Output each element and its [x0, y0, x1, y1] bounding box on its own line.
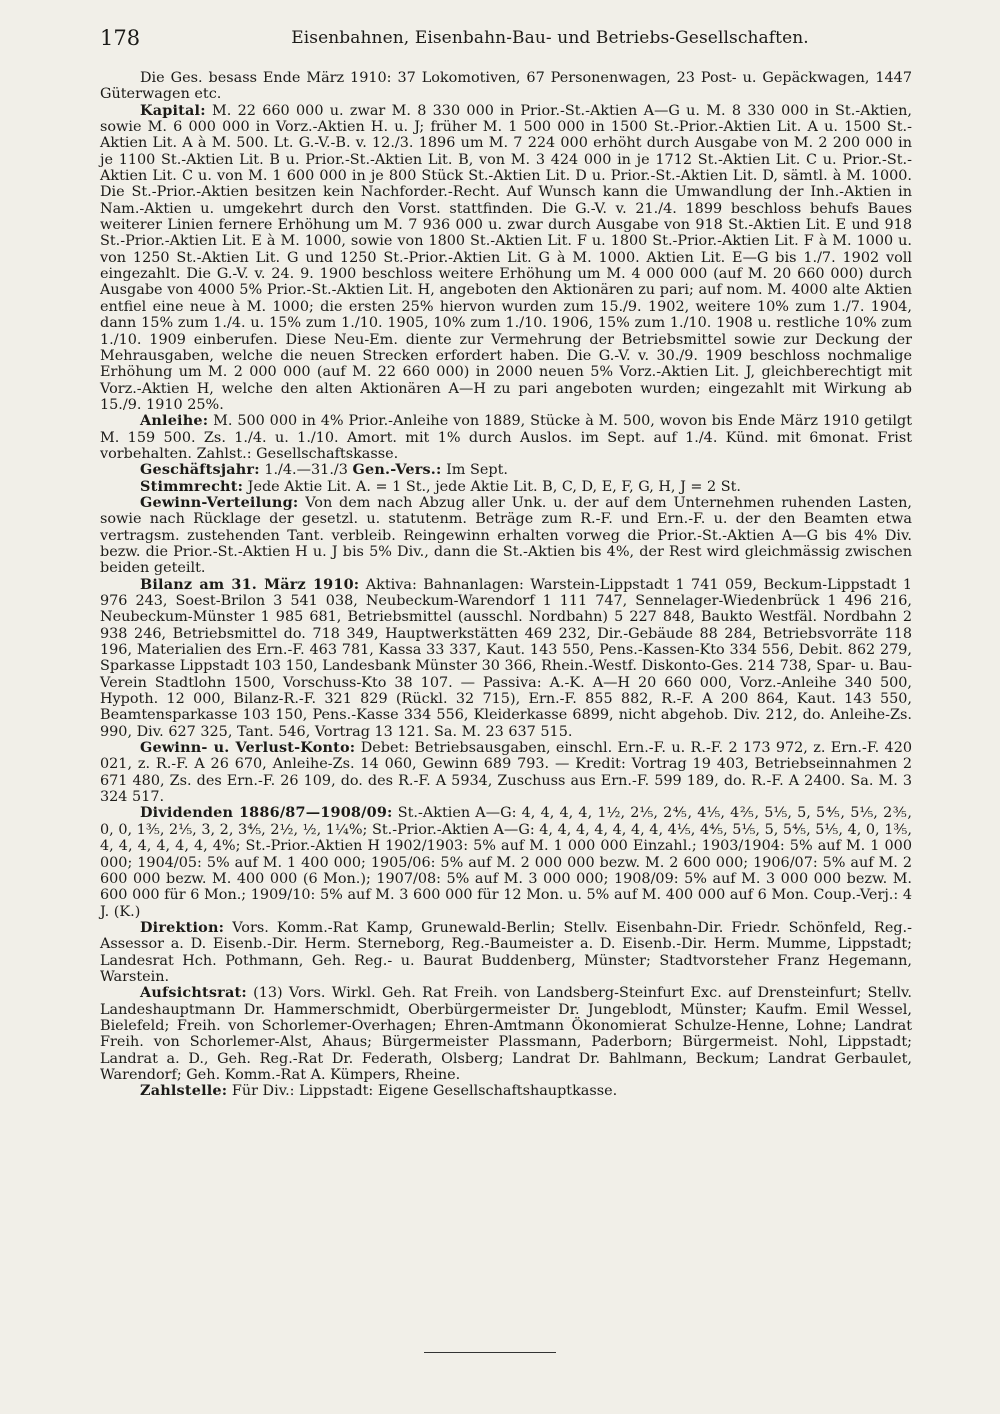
section-kapital	[100, 103, 912, 414]
section-text: St.-Aktien A—G: 4, 4, 4, 4, 1½, 2⅕, 2⅘, 4⅕, 4⅖, 5⅕, 5, 5⅘, 5⅕, 2⅗, 0, 0, 1⅗, 2⅕, 3, 2, 3⅘, 2½, ½, 1¼%; St.-Prior.-Aktien A—G: 4, 4, 4, 4, 4, 4, 4, 4⅕, 4⅘, 5⅕, 5, 5⅘, 5⅕, 4, 0, 1⅗, 4, 4, 4, 4, 4, 4, 4%; St.-Prior.-Aktien H 1902/1903: 5% auf M. 1 000 000 Einzahl.; 1903/1904: 5% auf M. 1 000 000; 1904/05: 5% auf M. 1 400 000; 1905/06: 5% auf M. 2 000 000 bezw. M. 2 600 000; 1906/07: 5% auf M. 2 600 000 bezw. M. 400 000 (6 Mon.); 1907/08: 5% auf M. 3 000 000; 1908/09: 5% auf M. 3 000 000 bezw. M. 600 000 für 6 Mon.; 1909/10: 5% auf M. 3 600 000 für 12 Mon. u. 5% auf M. 400 000 auf 6 Mon. Coup.-Verj.: 4 J. (K.)	[100, 805, 912, 920]
section-gewinn-verteilung	[100, 495, 912, 577]
section-text: M. 22 660 000 u. zwar M. 8 330 000 in Prior.-St.-Aktien A—G u. M. 8 330 000 in St.-Aktien, sowie M. 6 000 000 in Vorz.-Aktien H. u. J; früher M. 1 500 000 in 1500 St.-Prior.-Aktien Lit. A u. 1500 St.-Aktien Lit. A à M. 500. Lt. G.-V.-B. v. 12./3. 1896 um M. 7 224 000 erhöht durch Ausgabe von M. 2 200 000 in je 1100 St.-Aktien Lit. B u. Prior.-St.-Aktien Lit. B, von M. 3 424 000 in je 1712 St.-Aktien Lit. C u. Prior.-St.-Aktien Lit. C u. von M. 1 600 000 in je 800 Stück St.-Aktien Lit. D u. Prior.-St.-Aktien Lit. D, sämtl. à M. 1000. Die St.-Prior.-Aktien besitzen kein Nachforder.-Recht. Auf Wunsch kann die Umwandlung der Inh.-Aktien in Nam.-Aktien u. umgekehrt durch den Vorst. stattfinden. Die G.-V. v. 21./4. 1899 beschloss behufs Baues weiterer Linien fernere Erhöhung um M. 7 936 000 u. zwar durch Ausgabe von 918 St.-Aktien Lit. E und 918 St.-Prior.-Aktien Lit. E à M. 1000, sowie von 1800 St.-Aktien Lit. F u. 1800 St.-Prior.-Aktien Lit. F à M. 1000 u. von 1250 St.-Aktien Lit. G und 1250 St.-Prior.-Aktien Lit. G à M. 1000. Aktien Lit. E—G bis 1./7. 1902 voll eingezahlt. Die G.-V. v. 24. 9. 1900 beschloss weitere Erhöhung um M. 4 000 000 (auf M. 20 660 000) durch Ausgabe von 4000 5% Prior.-St.-Aktien Lit. H, angeboten den Aktionären zu pari; auf nom. M. 4000 alte Aktien entfiel eine neue à M. 1000; die ersten 25% hiervon wurden zum 15./9. 1902, weitere 10% zum 1./7. 1904, dann 15% zum 1./4. u. 15% zum 1./10. 1905, 10% zum 1./10. 1906, 15% zum 1./10. 1908 u. restliche 10% zum 1./10. 1909 einberufen. Diese Neu-Em. diente zur Vermehrung der Betriebsmittel sowie zur Deckung der Mehrausgaben, welche die neuen Strecken erfordert haben. Die G.-V. v. 30./9. 1909 beschloss nochmalige Erhöhung um M. 2 000 000 (auf M. 22 660 000) in 2000 neuen 5% Vorz.-Aktien Lit. J, gleichberechtigt mit Vorz.-Aktien H, welche den alten Aktionären A—H zu pari angeboten wurden; eingezahlt mit Wirkung ab 15./9. 1910 25%.	[100, 102, 912, 413]
section-text: Aktiva: Bahnanlagen: Warstein-Lippstadt 1 741 059, Beckum-Lippstadt 1 976 243, Soest-Brilon 3 541 038, Neubeckum-Warendorf 1 111 747, Sennelager-Wiedenbrück 1 496 216, Neubeckum-Münster 1 985 681, Betriebsmittel (ausschl. Nordbahn) 5 227 848, Baukto Westfäl. Nordbahn 2 938 246, Betriebsmittel do. 718 349, Hauptwerkstätten 469 232, Dir.-Gebäude 88 284, Betriebsvorräte 118 196, Materialien des Ern.-F. 463 781, Kassa 33 337, Kaut. 143 550, Pens.-Kassen-Kto 334 556, Debit. 862 279, Sparkasse Lippstadt 103 150, Landesbank Münster 30 366, Rhein.-Westf. Diskonto-Ges. 214 738, Spar- u. Bau-Verein Stadtlohn 1500, Vorschuss-Kto 38 107. — Passiva: A.-K. A—H 20 660 000, Vorz.-Anleihe 340 500, Hypoth. 12 000, Bilanz-R.-F. 321 829 (Rückl. 32 715), Ern.-F. 855 882, R.-F. A 200 864, Kaut. 143 550, Beamtensparkasse 103 150, Pens.-Kasse 334 556, Kleiderkasse 6899, nicht abgehob. Div. 212, do. Anleihe-Zs. 990, Div. 627 325, Tant. 546, Vortrag 13 121. Sa. M. 23 637 515.	[100, 576, 913, 740]
section-text-gen-vers: Im Sept.	[446, 462, 508, 479]
section-text: (13) Vors. Wirkl. Geh. Rat Freih. von Landsberg-Steinfurt Exc. auf Drensteinfurt; Stellv. Landeshauptmann Dr. Hammerschmidt, Oberbürgermeister Dr. Jungeblodt, Münster; Kaufm. Emil Wessel, Bielefeld; Freih. von Schorlemer-Overhagen; Ehren-Amtmann Ökonomierat Schulze-Henne, Lohne; Landrat Freih. von Schorlemer-Alst, Ahaus; Bürgermeister Plassmann, Paderborn; Bürgermeist. Nohl, Lippstadt; Landrat a. D., Geh. Reg.-Rat Dr. Federath, Olsberg; Landrat Dr. Bahlmann, Beckum; Landrat Gerbaulet, Warendorf; Geh. Komm.-Rat A. Kümpers, Rheine.	[100, 985, 913, 1083]
section-label: Aufsichtsrat:	[140, 984, 247, 1002]
intro-paragraph: Die Ges. besass Ende März 1910: 37 Lokomotiven, 67 Personenwagen, 23 Post- u. Gepäckwagen, 1447 Güterwagen etc.	[100, 70, 912, 103]
section-direktion	[100, 920, 912, 985]
section-text: 1./4.—31./3	[264, 462, 348, 479]
section-text: Für Div.: Lippstadt: Eigene Gesellschaftshauptkasse.	[231, 1083, 618, 1100]
section-label: Anleihe:	[140, 412, 209, 430]
section-dividenden	[100, 805, 912, 919]
section-text: Debet: Betriebsausgaben, einschl. Ern.-F. u. R.-F. 2 173 972, z. Ern.-F. 420 021, z. R.-F. A 26 670, Anleihe-Zs. 14 060, Gewinn 689 793. — Kredit: Vortrag 19 403, Betriebseinnahmen 2 671 480, Zs. des Ern.-F. 26 109, do. des R.-F. A 5934, Zuschuss aus Ern.-F. 599 189, do. R.-F. A 2400. Sa. M. 3 324 517.	[100, 740, 913, 806]
section-bilanz	[100, 577, 912, 740]
section-text: Vors. Komm.-Rat Kamp, Grunewald-Berlin; Stellv. Eisenbahn-Dir. Friedr. Schönfeld, Reg.-Assessor a. D. Eisenb.-Dir. Herm. Sterneborg, Reg.-Baumeister a. D. Eisenb.-Dir. Herm. Mumme, Lippstadt; Landesrat Hch. Pothmann, Geh. Reg.- u. Baurat Buddenberg, Münster; Stadtvorsteher Franz Hegemann, Warstein.	[100, 919, 912, 985]
section-label: Kapital:	[140, 101, 206, 119]
section-label: Zahlstelle:	[140, 1082, 228, 1100]
section-label-gen-vers: Gen.-Vers.:	[352, 461, 442, 479]
section-label: Bilanz am 31. März 1910:	[140, 575, 360, 593]
page-number: 178	[100, 26, 141, 50]
page-header	[100, 22, 900, 54]
section-zahlstelle	[100, 1083, 912, 1099]
section-aufsichtsrat	[100, 985, 912, 1083]
section-label: Gewinn-Verteilung:	[140, 493, 299, 511]
section-geschaeftsjahr	[100, 462, 912, 478]
section-anleihe	[100, 413, 912, 462]
section-label: Geschäftsjahr:	[140, 461, 260, 479]
section-label: Gewinn- u. Verlust-Konto:	[140, 739, 356, 757]
section-label: Direktion:	[140, 918, 225, 936]
section-stimmrecht	[100, 479, 912, 495]
running-title: Eisenbahnen, Eisenbahn-Bau- und Betriebs-Gesellschaften.	[291, 28, 809, 48]
page-body	[100, 70, 912, 1100]
section-label: Stimmrecht:	[140, 477, 244, 495]
section-text: Von dem nach Abzug aller Unk. u. der auf dem Unternehmen ruhenden Lasten, sowie nach Rücklage der gesetzl. u. statutenm. Beträge zum R.-F. und Ern.-F. u. der den Beamten etwa vertragsm. zustehenden Tant. verbleib. Reingewinn erhalten vorweg die Prior.-St.-Aktien A—G bis 4% Div. bezw. die Prior.-St.-Aktien H u. J bis 5% Div., dann die St.-Aktien bis 4%, der Rest wird gleichmässig zwischen beiden geteilt.	[100, 494, 912, 577]
section-label: Dividenden 1886/87—1908/09:	[140, 804, 393, 822]
section-text: M. 500 000 in 4% Prior.-Anleihe von 1889, Stücke à M. 500, wovon bis Ende März 1910 getilgt M. 159 500. Zs. 1./4. u. 1./10. Amort. mit 1% durch Auslos. im Sept. auf 1./4. Künd. mit 6monat. Frist vorbehalten. Zahlst.: Gesellschaftskasse.	[100, 413, 913, 462]
section-text: Jede Aktie Lit. A. = 1 St., jede Aktie Lit. B, C, D, E, F, G, H, J = 2 St.	[247, 478, 742, 495]
end-rule	[424, 1352, 556, 1353]
section-gewinn-verlust	[100, 740, 912, 805]
